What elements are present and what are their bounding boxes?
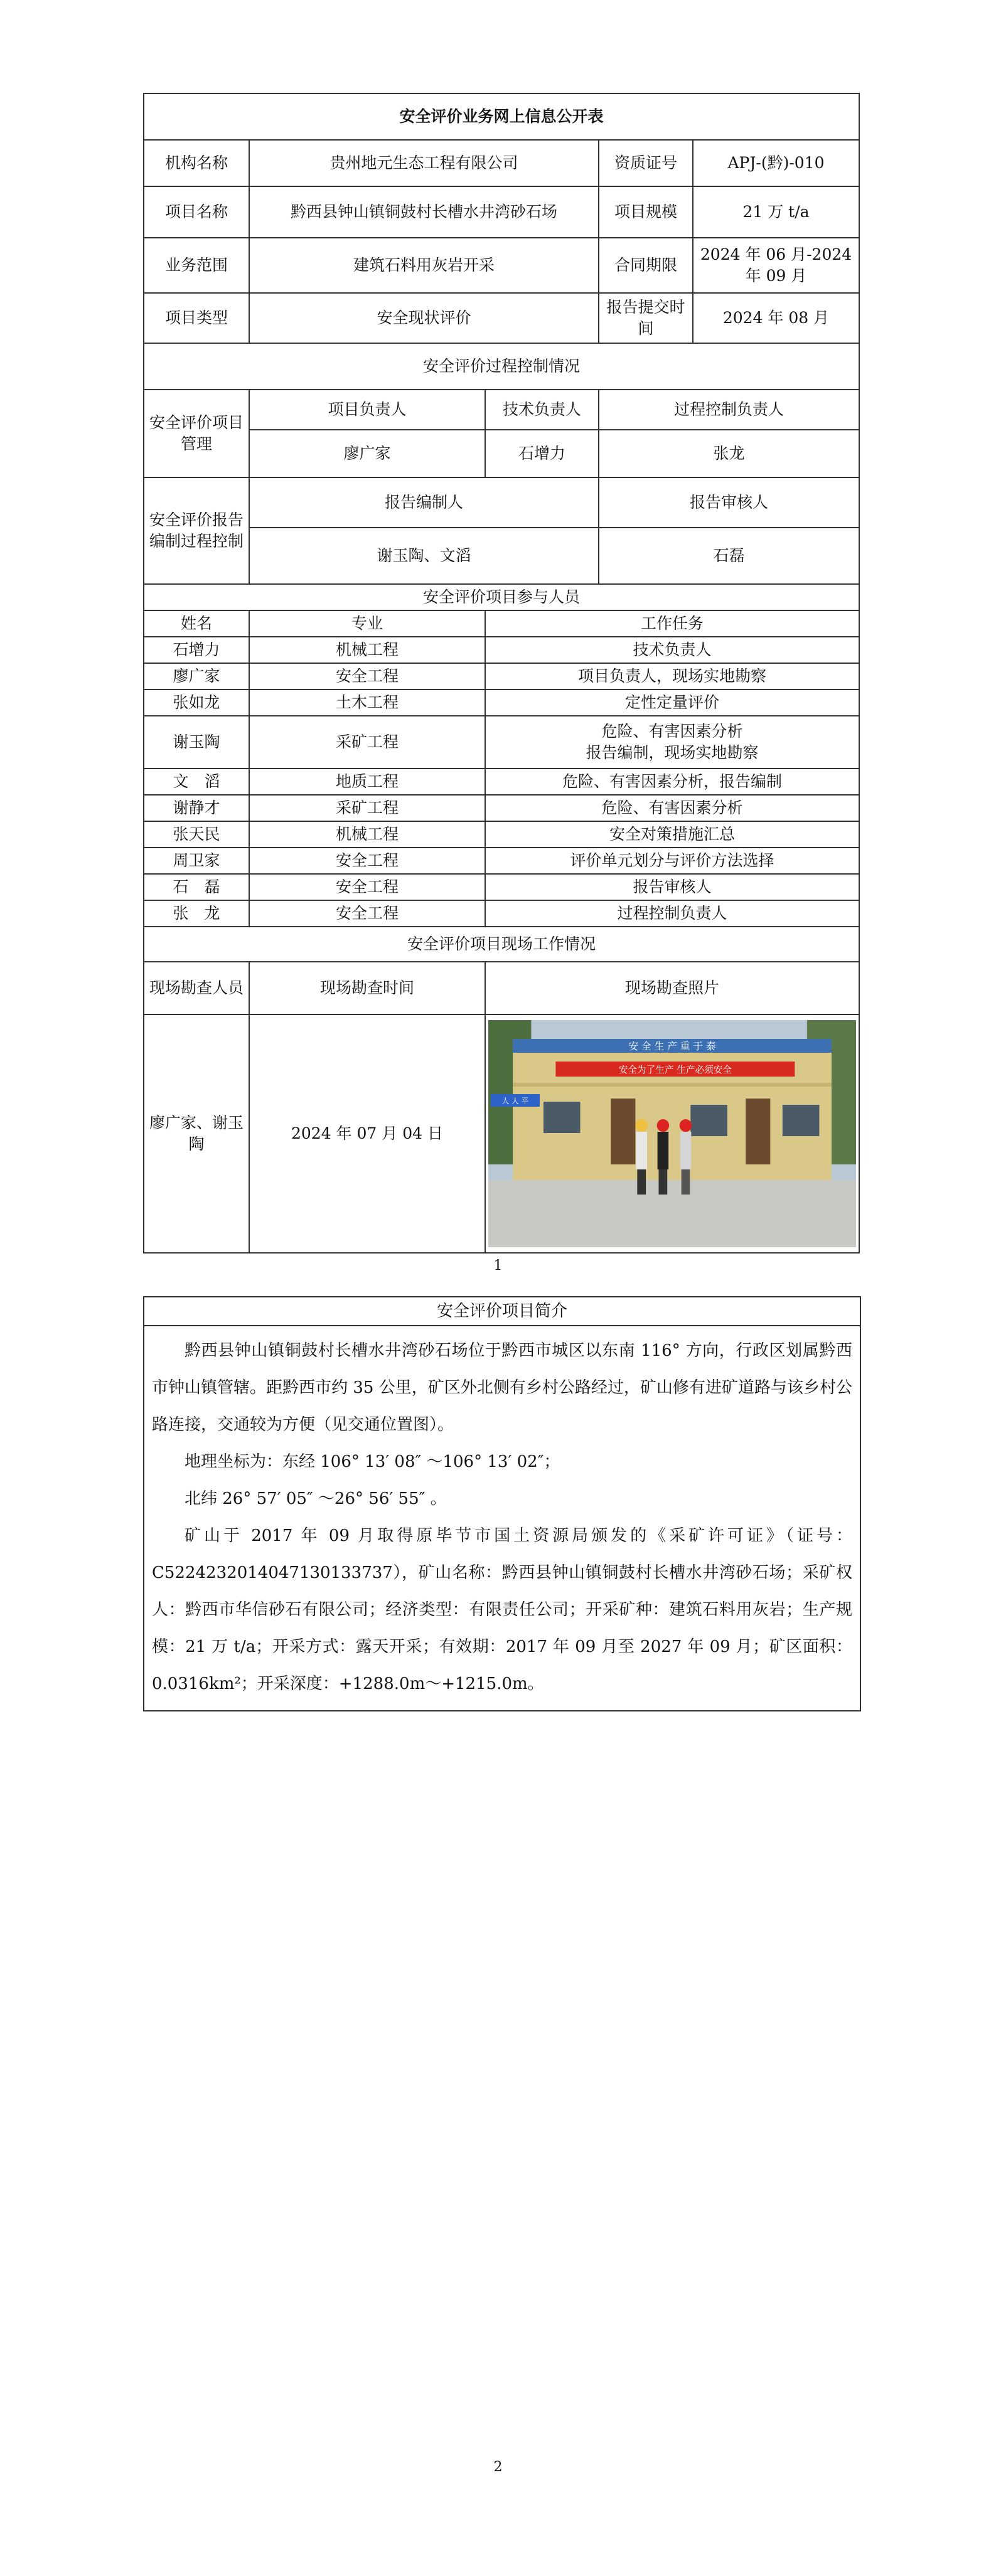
project-intro-body bbox=[144, 1326, 860, 1710]
participant-major: 安全工程 bbox=[249, 900, 485, 927]
scale-value: 21 万 t/a bbox=[693, 186, 859, 238]
participant-major: 土木工程 bbox=[249, 689, 485, 716]
participant-task: 危险、有害因素分析 bbox=[485, 795, 859, 821]
cert-value: APJ-(黔)-010 bbox=[693, 140, 859, 186]
site-photo-cell bbox=[485, 1014, 859, 1253]
participant-name: 张 龙 bbox=[144, 900, 249, 927]
participant-task-line: 报告编制，现场实地勘察 bbox=[586, 743, 759, 762]
participants-header-task: 工作任务 bbox=[485, 610, 859, 637]
participant-major: 安全工程 bbox=[249, 874, 485, 900]
table-row bbox=[144, 821, 859, 848]
table-row bbox=[144, 663, 859, 689]
table-row bbox=[144, 900, 859, 927]
site-header-date: 现场勘查时间 bbox=[249, 962, 485, 1014]
mgmt-header-lead: 项目负责人 bbox=[249, 390, 485, 430]
participant-major: 采矿工程 bbox=[249, 795, 485, 821]
table-row bbox=[144, 689, 859, 716]
photo-door bbox=[611, 1099, 635, 1164]
table-row bbox=[144, 795, 859, 821]
org-value: 贵州地元生态工程有限公司 bbox=[249, 140, 599, 186]
participant-task: 技术负责人 bbox=[485, 637, 859, 663]
intro-paragraph: 北纬 26° 57′ 05″ ～26° 56′ 55″ 。 bbox=[185, 1489, 447, 1508]
participants-header-major: 专业 bbox=[249, 610, 485, 637]
participant-major: 安全工程 bbox=[249, 663, 485, 689]
participant-name: 周卫家 bbox=[144, 848, 249, 874]
site-header-personnel: 现场勘查人员 bbox=[144, 962, 249, 1014]
participant-task: 报告审核人 bbox=[485, 874, 859, 900]
site-header-photo: 现场勘查照片 bbox=[485, 962, 859, 1014]
table-row bbox=[144, 716, 859, 769]
scope-label: 业务范围 bbox=[144, 238, 249, 293]
participant-name: 石增力 bbox=[144, 637, 249, 663]
intro-paragraph: 矿山于 2017 年 09 月取得原毕节市国土资源局颁发的《采矿许可证》（证号：C5224232014047130133737），矿山名称：黔西县钟山镇铜鼓村长槽水井湾砂石场；采矿权人：黔西市华信砂石有限公司；经济类型：有限责任公司；开采矿种：建筑石料用灰岩；生产规模：21 万 t/a；开采方式：露天开采；有效期：2017 年 09 月至 2027 年 09 月；矿区面积：0.0316km²；开采深度：+1288.0m～+1215.0m。 bbox=[152, 1526, 852, 1693]
participant-task: 危险、有害因素分析，报告编制 bbox=[485, 769, 859, 795]
report-header-reviewer: 报告审核人 bbox=[599, 477, 859, 528]
participant-major: 安全工程 bbox=[249, 848, 485, 874]
site-photo bbox=[488, 1020, 856, 1247]
mgmt-label: 安全评价项目管理 bbox=[144, 390, 249, 477]
report-value-reviewer: 石磊 bbox=[599, 528, 859, 584]
intro-paragraph: 黔西县钟山镇铜鼓村长槽水井湾砂石场位于黔西市城区以东南 116° 方向，行政区划属黔西市钟山镇管辖。距黔西市约 35 公里，矿区外北侧有乡村公路经过，矿山修有进矿道路与该乡村公路连接，交通较为方便（见交通位置图）。 bbox=[152, 1341, 852, 1434]
participant-name: 张天民 bbox=[144, 821, 249, 848]
photo-ground bbox=[488, 1180, 856, 1247]
mgmt-value-process: 张龙 bbox=[599, 430, 859, 477]
report-header-author: 报告编制人 bbox=[249, 477, 599, 528]
mgmt-header-tech: 技术负责人 bbox=[485, 390, 599, 430]
participant-task: 安全对策措施汇总 bbox=[485, 821, 859, 848]
table-row bbox=[144, 769, 859, 795]
participants-header-name: 姓名 bbox=[144, 610, 249, 637]
participants-title: 安全评价项目参与人员 bbox=[144, 584, 859, 610]
participant-name: 廖广家 bbox=[144, 663, 249, 689]
submit-value: 2024 年 08 月 bbox=[693, 293, 859, 343]
photo-sign-text: 安 全 生 产 重 于 泰 bbox=[628, 1040, 716, 1053]
project-value: 黔西县钟山镇铜鼓村长槽水井湾砂石场 bbox=[249, 186, 599, 238]
scope-value: 建筑石料用灰岩开采 bbox=[249, 238, 599, 293]
submit-label: 报告提交时间 bbox=[599, 293, 693, 343]
mgmt-value-tech: 石增力 bbox=[485, 430, 599, 477]
scale-label: 项目规模 bbox=[599, 186, 693, 238]
participant-name: 石 磊 bbox=[144, 874, 249, 900]
photo-small-sign-text: 人 人 平 bbox=[501, 1096, 529, 1106]
process-control-title: 安全评价过程控制情况 bbox=[144, 343, 859, 390]
participant-task: 过程控制负责人 bbox=[485, 900, 859, 927]
photo-window bbox=[690, 1105, 727, 1136]
photo-ledge bbox=[513, 1083, 832, 1087]
participant-task: 定性定量评价 bbox=[485, 689, 859, 716]
org-label: 机构名称 bbox=[144, 140, 249, 186]
report-value-author: 谢玉陶、文滔 bbox=[249, 528, 599, 584]
page-1 bbox=[0, 0, 996, 1286]
project-label: 项目名称 bbox=[144, 186, 249, 238]
intro-paragraph: 地理坐标为：东经 106° 13′ 08″ ～106° 13′ 02″； bbox=[185, 1452, 560, 1471]
participant-task: 评价单元划分与评价方法选择 bbox=[485, 848, 859, 874]
site-work-title: 安全评价项目现场工作情况 bbox=[144, 927, 859, 962]
participant-major: 机械工程 bbox=[249, 637, 485, 663]
participant-task-line: 危险、有害因素分析 bbox=[601, 722, 743, 740]
photo-window bbox=[544, 1102, 581, 1133]
page-2 bbox=[0, 1286, 996, 2576]
report-control-label: 安全评价报告编制过程控制 bbox=[144, 477, 249, 584]
participant-name: 谢静才 bbox=[144, 795, 249, 821]
project-intro-box bbox=[143, 1296, 861, 1711]
participant-name: 张如龙 bbox=[144, 689, 249, 716]
participant-name: 谢玉陶 bbox=[144, 716, 249, 769]
site-date: 2024 年 07 月 04 日 bbox=[249, 1014, 485, 1253]
table-row bbox=[144, 874, 859, 900]
table-row bbox=[144, 848, 859, 874]
disclosure-table bbox=[143, 93, 860, 1253]
site-personnel: 廖广家、谢玉陶 bbox=[144, 1014, 249, 1253]
participant-major: 机械工程 bbox=[249, 821, 485, 848]
type-label: 项目类型 bbox=[144, 293, 249, 343]
page-number: 2 bbox=[493, 2459, 503, 2475]
photo-door bbox=[746, 1099, 770, 1164]
project-intro-title: 安全评价项目简介 bbox=[144, 1297, 860, 1326]
photo-window bbox=[783, 1105, 820, 1136]
mgmt-header-process: 过程控制负责人 bbox=[599, 390, 859, 430]
cert-label: 资质证号 bbox=[599, 140, 693, 186]
period-label: 合同期限 bbox=[599, 238, 693, 293]
participant-task bbox=[485, 716, 859, 769]
participant-task: 项目负责人，现场实地勘察 bbox=[485, 663, 859, 689]
period-value: 2024 年 06 月-2024 年 09 月 bbox=[693, 238, 859, 293]
photo-banner-text: 安全为了生产 生产必须安全 bbox=[618, 1064, 732, 1076]
type-value: 安全现状评价 bbox=[249, 293, 599, 343]
table-row bbox=[144, 637, 859, 663]
page-number: 1 bbox=[493, 1258, 503, 1274]
mgmt-value-lead: 廖广家 bbox=[249, 430, 485, 477]
participant-major: 地质工程 bbox=[249, 769, 485, 795]
table-title: 安全评价业务网上信息公开表 bbox=[144, 93, 859, 140]
participant-name: 文 滔 bbox=[144, 769, 249, 795]
participant-major: 采矿工程 bbox=[249, 716, 485, 769]
